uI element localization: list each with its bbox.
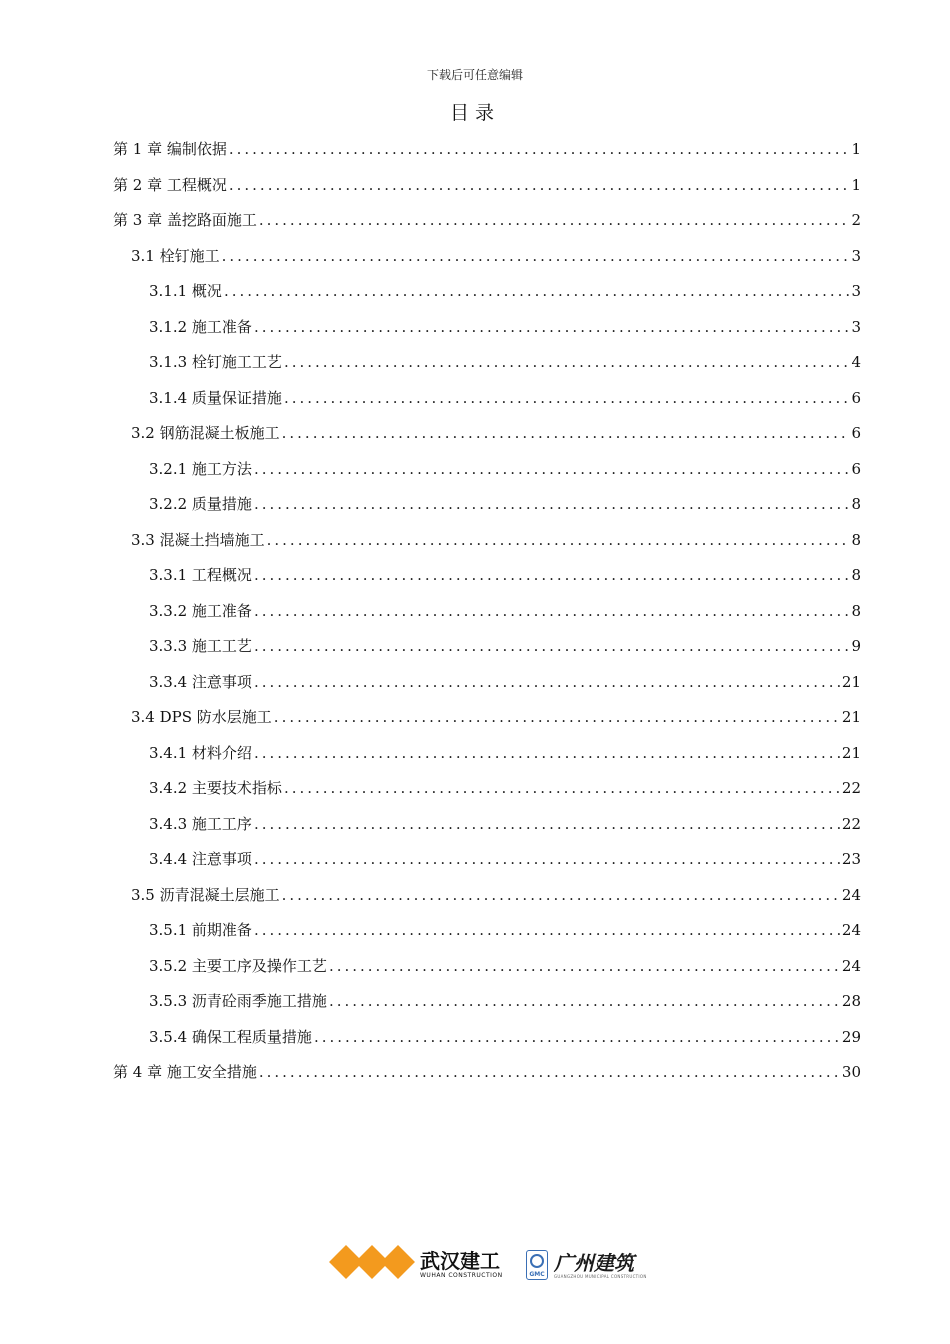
toc-leader-dots [254,487,850,523]
toc-entry[interactable] [113,807,861,843]
toc-leader-dots [329,984,840,1020]
toc-entry-title: 3.4.3 施工工序 [149,814,252,833]
toc-leader-dots [229,132,850,168]
toc-title: 目录 [449,102,500,124]
toc-entry-page: 1 [851,140,861,158]
toc-leader-dots [254,452,850,488]
toc-entry-page: 6 [851,459,861,478]
table-of-contents [113,132,861,1091]
toc-leader-dots [254,807,840,843]
toc-leader-dots [282,878,840,914]
toc-entry[interactable] [113,274,861,310]
toc-entry-title: 3.2.1 施工方法 [149,459,252,478]
guangzhou-logo-name: 广州建筑 [554,1250,634,1275]
toc-entry[interactable] [113,487,861,523]
toc-entry-title: 3.5.1 前期准备 [149,921,252,939]
toc-entry-page: 22 [841,814,861,833]
toc-entry[interactable] [113,594,861,630]
toc-entry[interactable] [113,168,861,204]
toc-entry-page: 3 [851,317,861,336]
toc-entry-page: 21 [841,708,861,726]
toc-entry-page: 2 [851,211,861,229]
toc-entry-title: 第 4 章 施工安全措施 [113,1063,257,1081]
toc-entry[interactable] [113,949,861,985]
toc-entry[interactable] [113,771,861,807]
toc-entry[interactable] [113,1020,861,1056]
toc-entry[interactable] [113,132,861,168]
wuhan-construction-logo [330,1246,503,1282]
toc-entry-page: 3 [851,282,861,300]
toc-leader-dots [254,629,850,665]
toc-entry-title: 3.5.3 沥青砼雨季施工措施 [149,992,327,1010]
toc-entry-title: 3.4 DPS 防水层施工 [131,708,272,726]
wuhan-logo-name: 武汉建工 [420,1248,500,1273]
toc-leader-dots [229,168,850,204]
toc-leader-dots [284,771,840,807]
toc-entry-page: 9 [851,637,861,655]
toc-leader-dots [254,558,850,594]
toc-entry-title: 3.3 混凝土挡墙施工 [131,530,265,549]
toc-entry-title: 第 3 章 盖挖路面施工 [113,211,257,229]
toc-entry-title: 3.1 栓钉施工 [131,246,220,265]
toc-leader-dots [254,913,840,949]
toc-entry[interactable] [113,700,861,736]
guangzhou-construction-logo [526,1250,647,1280]
toc-entry[interactable] [113,381,861,417]
toc-entry-title: 3.2.2 质量措施 [149,495,252,513]
toc-entry-page: 8 [851,530,861,549]
toc-entry-title: 第 2 章 工程概况 [113,175,227,194]
guangzhou-logo-tagline: GUANGZHOU MUNICIPAL CONSTRUCTION [554,1273,647,1279]
toc-leader-dots [284,345,850,381]
toc-leader-dots [224,274,850,310]
toc-entry-page: 23 [841,850,861,868]
toc-entry-page: 6 [851,424,861,442]
toc-entry[interactable] [113,239,861,275]
toc-entry-title: 3.4.4 注意事项 [149,850,252,868]
toc-entry-page: 24 [841,921,861,939]
toc-leader-dots [259,1055,840,1091]
toc-entry-page: 21 [841,743,861,762]
toc-leader-dots [222,239,850,275]
toc-entry-page: 30 [841,1063,861,1081]
toc-entry[interactable] [113,629,861,665]
toc-entry-title: 3.1.3 栓钉施工工艺 [149,353,282,371]
toc-entry-page: 21 [841,672,861,691]
toc-entry-page: 24 [841,885,861,904]
toc-entry-page: 4 [851,353,861,371]
toc-entry-page: 8 [851,495,861,513]
toc-leader-dots [254,594,850,630]
toc-entry-page: 22 [841,779,861,797]
gmc-logo-abbr: GMC [529,1271,545,1278]
toc-entry[interactable] [113,984,861,1020]
toc-entry[interactable] [113,878,861,914]
toc-entry-title: 3.5.4 确保工程质量措施 [149,1027,312,1046]
toc-leader-dots [267,523,850,559]
toc-entry-page: 24 [841,956,861,975]
toc-entry-title: 3.5 沥青混凝土层施工 [131,885,280,904]
toc-entry-title: 3.3.1 工程概况 [149,566,252,584]
toc-leader-dots [259,203,850,239]
footer-logos [330,1246,650,1290]
diamond-logo-icon [330,1246,416,1282]
wuhan-logo-tagline: WUHAN CONSTRUCTION [420,1271,503,1279]
gmc-logo-icon [526,1250,548,1280]
toc-leader-dots [274,700,840,736]
toc-leader-dots [282,416,850,452]
toc-entry-page: 6 [851,388,861,407]
toc-entry-title: 3.1.1 概况 [149,282,222,300]
toc-entry-page: 28 [841,992,861,1010]
toc-leader-dots [254,736,840,772]
toc-entry-title: 3.3.3 施工工艺 [149,637,252,655]
toc-entry-title: 3.5.2 主要工序及操作工艺 [149,956,327,975]
toc-entry[interactable] [113,345,861,381]
toc-entry[interactable] [113,523,861,559]
toc-entry[interactable] [113,842,861,878]
toc-leader-dots [284,381,850,417]
toc-entry-title: 第 1 章 编制依据 [113,140,227,158]
toc-entry[interactable] [113,203,861,239]
toc-entry[interactable] [113,558,861,594]
toc-entry-title: 3.1.4 质量保证措施 [149,388,282,407]
toc-leader-dots [254,665,840,701]
toc-entry-title: 3.3.2 施工准备 [149,601,252,620]
toc-entry-title: 3.4.1 材料介绍 [149,743,252,762]
toc-leader-dots [314,1020,840,1056]
toc-entry-page: 8 [851,566,861,584]
toc-entry[interactable] [113,913,861,949]
toc-entry[interactable] [113,1055,861,1091]
toc-entry-page: 8 [851,601,861,620]
toc-entry[interactable] [113,452,861,488]
toc-entry-title: 3.3.4 注意事项 [149,672,252,691]
toc-leader-dots [254,842,840,878]
toc-entry-title: 3.4.2 主要技术指标 [149,779,282,797]
toc-entry-page: 29 [841,1027,861,1046]
toc-entry-page: 3 [851,246,861,265]
toc-entry[interactable] [113,665,861,701]
toc-entry-page: 1 [851,175,861,194]
toc-entry[interactable] [113,310,861,346]
header-note: 下载后可任意编辑 [426,68,523,82]
toc-entry-title: 3.2 钢筋混凝土板施工 [131,424,280,442]
toc-leader-dots [254,310,850,346]
toc-entry[interactable] [113,736,861,772]
toc-entry-title: 3.1.2 施工准备 [149,317,252,336]
toc-entry[interactable] [113,416,861,452]
toc-leader-dots [329,949,840,985]
